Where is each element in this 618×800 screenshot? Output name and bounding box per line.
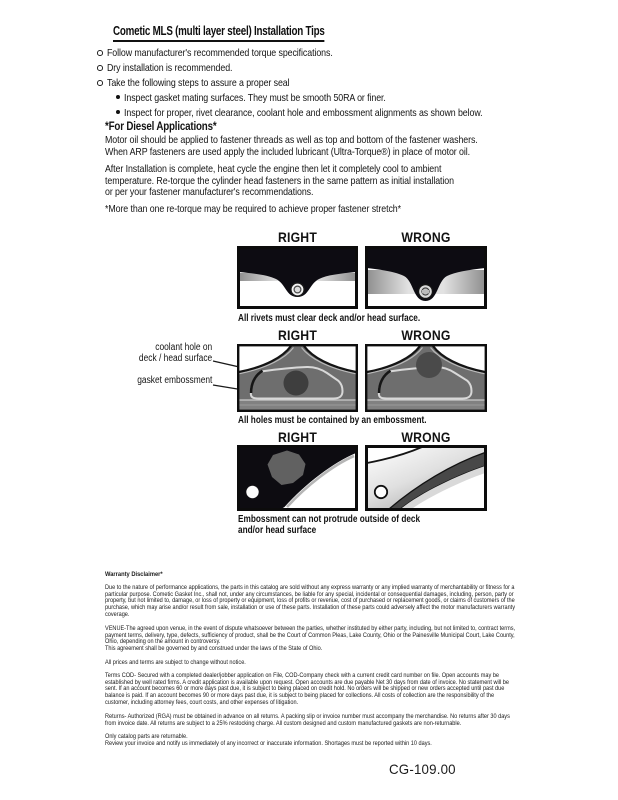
caption-line: Embossment can not protrude outside of deck [238,514,421,525]
row2-right-label: RIGHT [278,328,317,343]
warranty-paragraph: VENUE-The agreed upon venue, in the event of dispute whatsoever between the parties, whether instituted by either party, including, but not limited to, contract terms, payment terms, delivery, type, defects, sufficiency of product, shall be the Court of Common Pleas, Lake County, Ohio or the Painesville Municipal Court, Lake County, Ohio, depending on the amount in controversy. [105,624,516,646]
bullet-text: Dry installation is recommended. [107,63,233,74]
bullet-text: Inspect for proper, rivet clearance, coolant hole and embossment alignments as shown below. [124,108,483,119]
diagram-rivet-wrong-panel [365,246,487,309]
open-bullet-icon [97,65,103,71]
paragraph-line: After Installation is complete, heat cycle the engine then let it completely cool to ambient [105,164,442,175]
row1-wrong-label: WRONG [401,230,451,245]
intro-bullet-list [97,46,546,121]
filled-bullet-icon [116,95,120,99]
rivet-right-illustration [237,246,358,309]
bullet-text: Inspect gasket mating surfaces. They must be smooth 50RA or finer. [124,93,386,104]
embossment-wrong-illustration [365,445,487,511]
diesel-heading: *For Diesel Applications* [105,119,217,133]
caption-line: and/or head surface [238,525,317,536]
warranty-paragraph: Only catalog parts are returnable. [105,733,188,741]
warranty-paragraph: All prices and terms are subject to change without notice. [105,658,246,666]
diagram-rivet-right-panel [237,246,358,309]
bullet-text: Take the following steps to assure a proper seal [107,78,290,89]
diagram-hole-wrong-panel [365,344,487,412]
page-code: CG-109.00 [389,761,456,777]
paragraph-line: temperature. Re-torque the cylinder head fasteners in the same pattern as initial installation [105,175,454,187]
row3-wrong-label: WRONG [401,430,451,445]
warranty-disclaimer-section [105,572,519,748]
annotation-line: coolant hole on [155,342,212,353]
open-bullet-icon [97,80,103,86]
row1-caption: All rivets must clear deck and/or head surface. [238,313,421,324]
paragraph-line: When ARP fasteners are used apply the included lubricant (Ultra-Torque®) in place of motor oil. [105,146,470,158]
paragraph-line: or per your fastener manufacturer's recommendations. [105,187,314,199]
diagram-hole-right-panel [237,344,358,412]
filled-bullet-icon [116,110,120,114]
embossment-right-illustration [237,445,358,511]
diagram-embossment-wrong-panel [365,445,487,511]
row2-caption: All holes must be contained by an embossment. [238,415,427,426]
warranty-paragraph: Due to the nature of performance applications, the parts in this catalog are sold without any express warranty or any implied warranty of merchantability or fitness for a particular purpose. Cometic Gasket Inc., shall not, under any circumstances, be liable for any special, incidental or consequential damages, including, person, party or property, but not limited to, damage, or loss of property or equipment, loss of profits or revenue, cost of purchased or replacement goods, or claims of customers of the purchase, which may arise and/or result from sale, installation or use of these parts. Installation of these parts could adversely affect the motor manufacturers warranty coverage. [105,583,516,618]
warranty-paragraph: Terms COD- Secured with a completed dealer/jobber application on File, COD-Company check with a current credit card number on file. Open accounts may be established by well rated firms. A credit application is available upon request. Open accounts are due payable Net 30 days from date of invoice. No statement will be sent. If an account becomes 60 or more days past due, it is subject to being placed on credit hold. No orders will be shipped or new orders accepted until past due balance is paid. If an account becomes 90 or more days past due, it is subject to being placed for collections. All costs of collection are the responsibility of the customer, including attorney fees, court costs, and other expenses of litigation. [105,671,509,706]
gasket-embossment-annotation: gasket embossment [136,375,212,386]
list-item [97,76,546,91]
page-title-wrap [113,24,384,42]
warranty-paragraph: Review your invoice and notify us immediately of any incorrect or inaccurate information. Shortages must be reported within 10 days. [105,740,432,748]
diesel-paragraph-1 [105,135,543,158]
row3-caption [238,514,452,536]
bullet-text: Follow manufacturer's recommended torque specifications. [107,48,333,59]
annotation-line: deck / head surface [138,352,212,364]
paragraph-line: Motor oil should be applied to fastener threads as well as top and bottom of the fastener washers. [105,135,478,146]
warranty-paragraph: This agreement shall be governed by and construed under the laws of the State of Ohio. [105,645,323,653]
row1-right-label: RIGHT [278,230,317,245]
rivet-wrong-illustration [365,246,487,309]
open-bullet-icon [97,50,103,56]
diesel-paragraph-3: *More than one re-torque may be required to achieve proper fastener stretch* [105,204,401,215]
list-item [116,91,546,106]
hole-wrong-illustration [365,344,487,412]
warranty-heading: Warranty Disclaimer* [105,571,163,578]
warranty-paragraph: Returns- Authorized (RGA) must be obtained in advance on all returns. A packing slip or invoice number must accompany the merchandise. No returns after 30 days from invoice date. All returns are subject to a 25% restocking charge. All custom designed and custom manufactured gaskets are non-returnable. [105,712,510,727]
page-title: Cometic MLS (multi layer steel) Installation Tips [113,24,325,42]
diesel-paragraph-2 [105,164,516,199]
row2-wrong-label: WRONG [401,328,451,343]
hole-right-illustration [237,344,358,412]
list-item [97,61,546,76]
list-item [97,46,546,61]
coolant-hole-annotation [139,343,212,364]
row3-right-label: RIGHT [278,430,317,445]
diagram-embossment-right-panel [237,445,358,511]
